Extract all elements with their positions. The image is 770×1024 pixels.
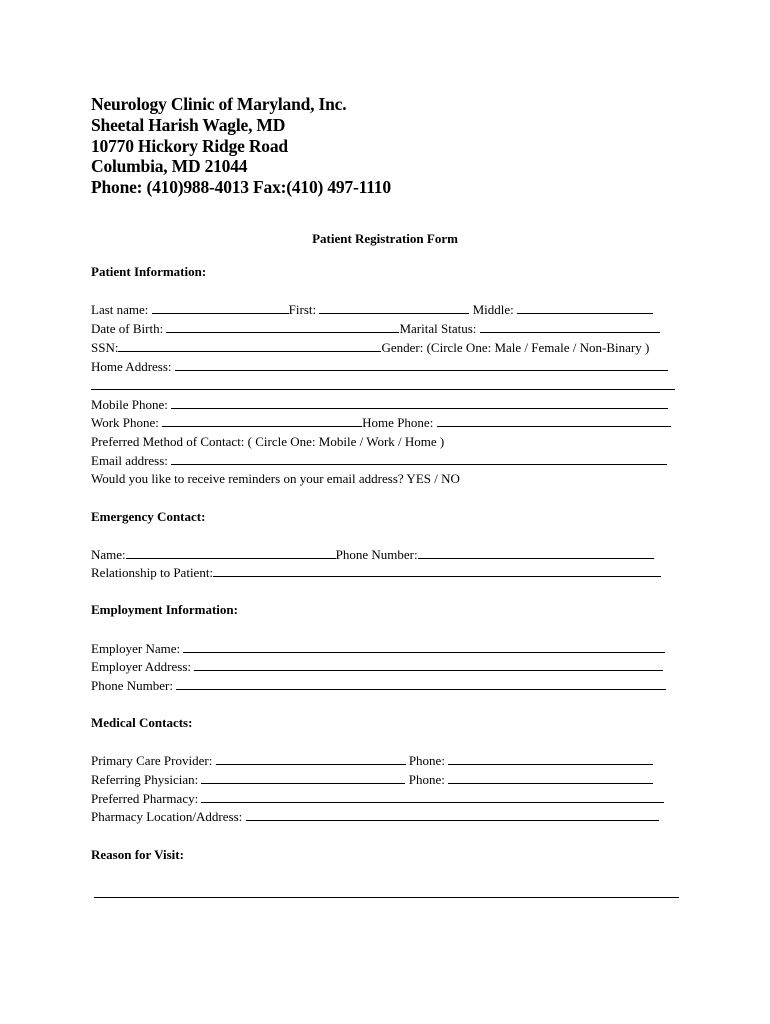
clinic-name: Neurology Clinic of Maryland, Inc. [91,94,347,114]
pharmacy-address-field[interactable] [246,808,659,821]
patient-info-heading: Patient Information: [91,264,207,279]
home-address-field[interactable] [175,358,668,371]
pharmacy-label: Preferred Pharmacy: [91,791,199,806]
work-phone-field[interactable] [162,414,362,427]
dob-label: Date of Birth: [91,321,164,336]
emergency-phone-label: Phone Number: [335,547,418,562]
clinic-contact: Phone: (410)988-4013 Fax:(410) 497-1110 [91,177,391,198]
referring-phone-field[interactable] [448,771,653,784]
preferred-contact-row [91,433,444,451]
referring-phone-label: Phone: [408,772,445,787]
emergency-contact-heading: Emergency Contact: [91,509,206,524]
home-address-field-line-2[interactable] [91,389,675,390]
last-name-label: Last name: [91,302,149,317]
reminders-question[interactable]: Would you like to receive reminders on your email address? YES / NO [91,471,460,486]
ssn-row [91,339,649,357]
email-row [91,452,667,470]
employer-name-row [91,640,665,658]
email-label: Email address: [91,453,168,468]
employer-address-field[interactable] [194,658,663,671]
gender-options[interactable]: Gender: (Circle One: Male / Female / Non-Binary ) [381,340,650,355]
pharmacy-field[interactable] [201,790,664,803]
employer-phone-row [91,677,666,695]
employer-address-label: Employer Address: [91,659,192,674]
pcp-label: Primary Care Provider: [91,753,213,768]
pcp-field[interactable] [216,752,406,765]
emergency-phone-field[interactable] [418,546,654,559]
first-name-label: First: [288,302,317,317]
referring-physician-label: Referring Physician: [91,772,199,787]
reason-for-visit-field[interactable] [94,897,679,898]
clinic-street: 10770 Hickory Ridge Road [91,135,288,156]
employer-phone-field[interactable] [176,677,666,690]
marital-status-field[interactable] [480,320,660,333]
middle-name-field[interactable] [517,301,653,314]
dob-field[interactable] [166,320,399,333]
name-row [91,301,653,319]
referring-physician-field[interactable] [201,771,405,784]
ssn-label: SSN: [91,340,119,355]
emergency-name-row [91,546,654,564]
first-name-field[interactable] [319,301,469,314]
employer-name-label: Employer Name: [91,641,181,656]
relationship-row [91,564,661,582]
form-title: Patient Registration Form [312,231,458,246]
home-phone-field[interactable] [437,414,671,427]
pcp-phone-label: Phone: [408,753,445,768]
marital-status-label: Marital Status: [399,321,477,336]
pharmacy-address-label: Pharmacy Location/Address: [91,809,243,824]
reason-for-visit-heading: Reason for Visit: [91,847,184,862]
pharmacy-row [91,790,664,808]
middle-name-label: Middle: [472,302,514,317]
doctor-name: Sheetal Harish Wagle, MD [91,114,286,135]
emergency-name-field[interactable] [126,546,336,559]
relationship-field[interactable] [213,564,661,577]
dob-row [91,320,660,338]
relationship-label: Relationship to Patient: [91,565,214,580]
pharmacy-address-row [91,808,659,826]
home-address-row [91,358,668,376]
home-address-label: Home Address: [91,359,172,374]
pcp-row [91,752,653,770]
work-phone-row [91,414,671,432]
pcp-phone-field[interactable] [448,752,653,765]
employment-info-heading: Employment Information: [91,602,238,617]
clinic-city: Columbia, MD 21044 [91,156,248,177]
emergency-name-label: Name: [91,547,126,562]
employer-name-field[interactable] [183,640,665,653]
ssn-field[interactable] [118,339,381,352]
medical-contacts-heading: Medical Contacts: [91,715,193,730]
email-field[interactable] [171,452,667,465]
reminders-row [91,470,460,488]
employer-phone-label: Phone Number: [91,678,173,693]
preferred-contact-options[interactable]: Preferred Method of Contact: ( Circle One: Mobile / Work / Home ) [91,434,445,449]
mobile-phone-row [91,396,668,414]
work-phone-label: Work Phone: [91,415,159,430]
mobile-phone-label: Mobile Phone: [91,397,168,412]
referring-row [91,771,653,789]
last-name-field[interactable] [152,301,289,314]
clinic-header [91,94,391,198]
employer-address-row [91,658,663,676]
mobile-phone-field[interactable] [171,396,668,409]
home-phone-label: Home Phone: [362,415,434,430]
